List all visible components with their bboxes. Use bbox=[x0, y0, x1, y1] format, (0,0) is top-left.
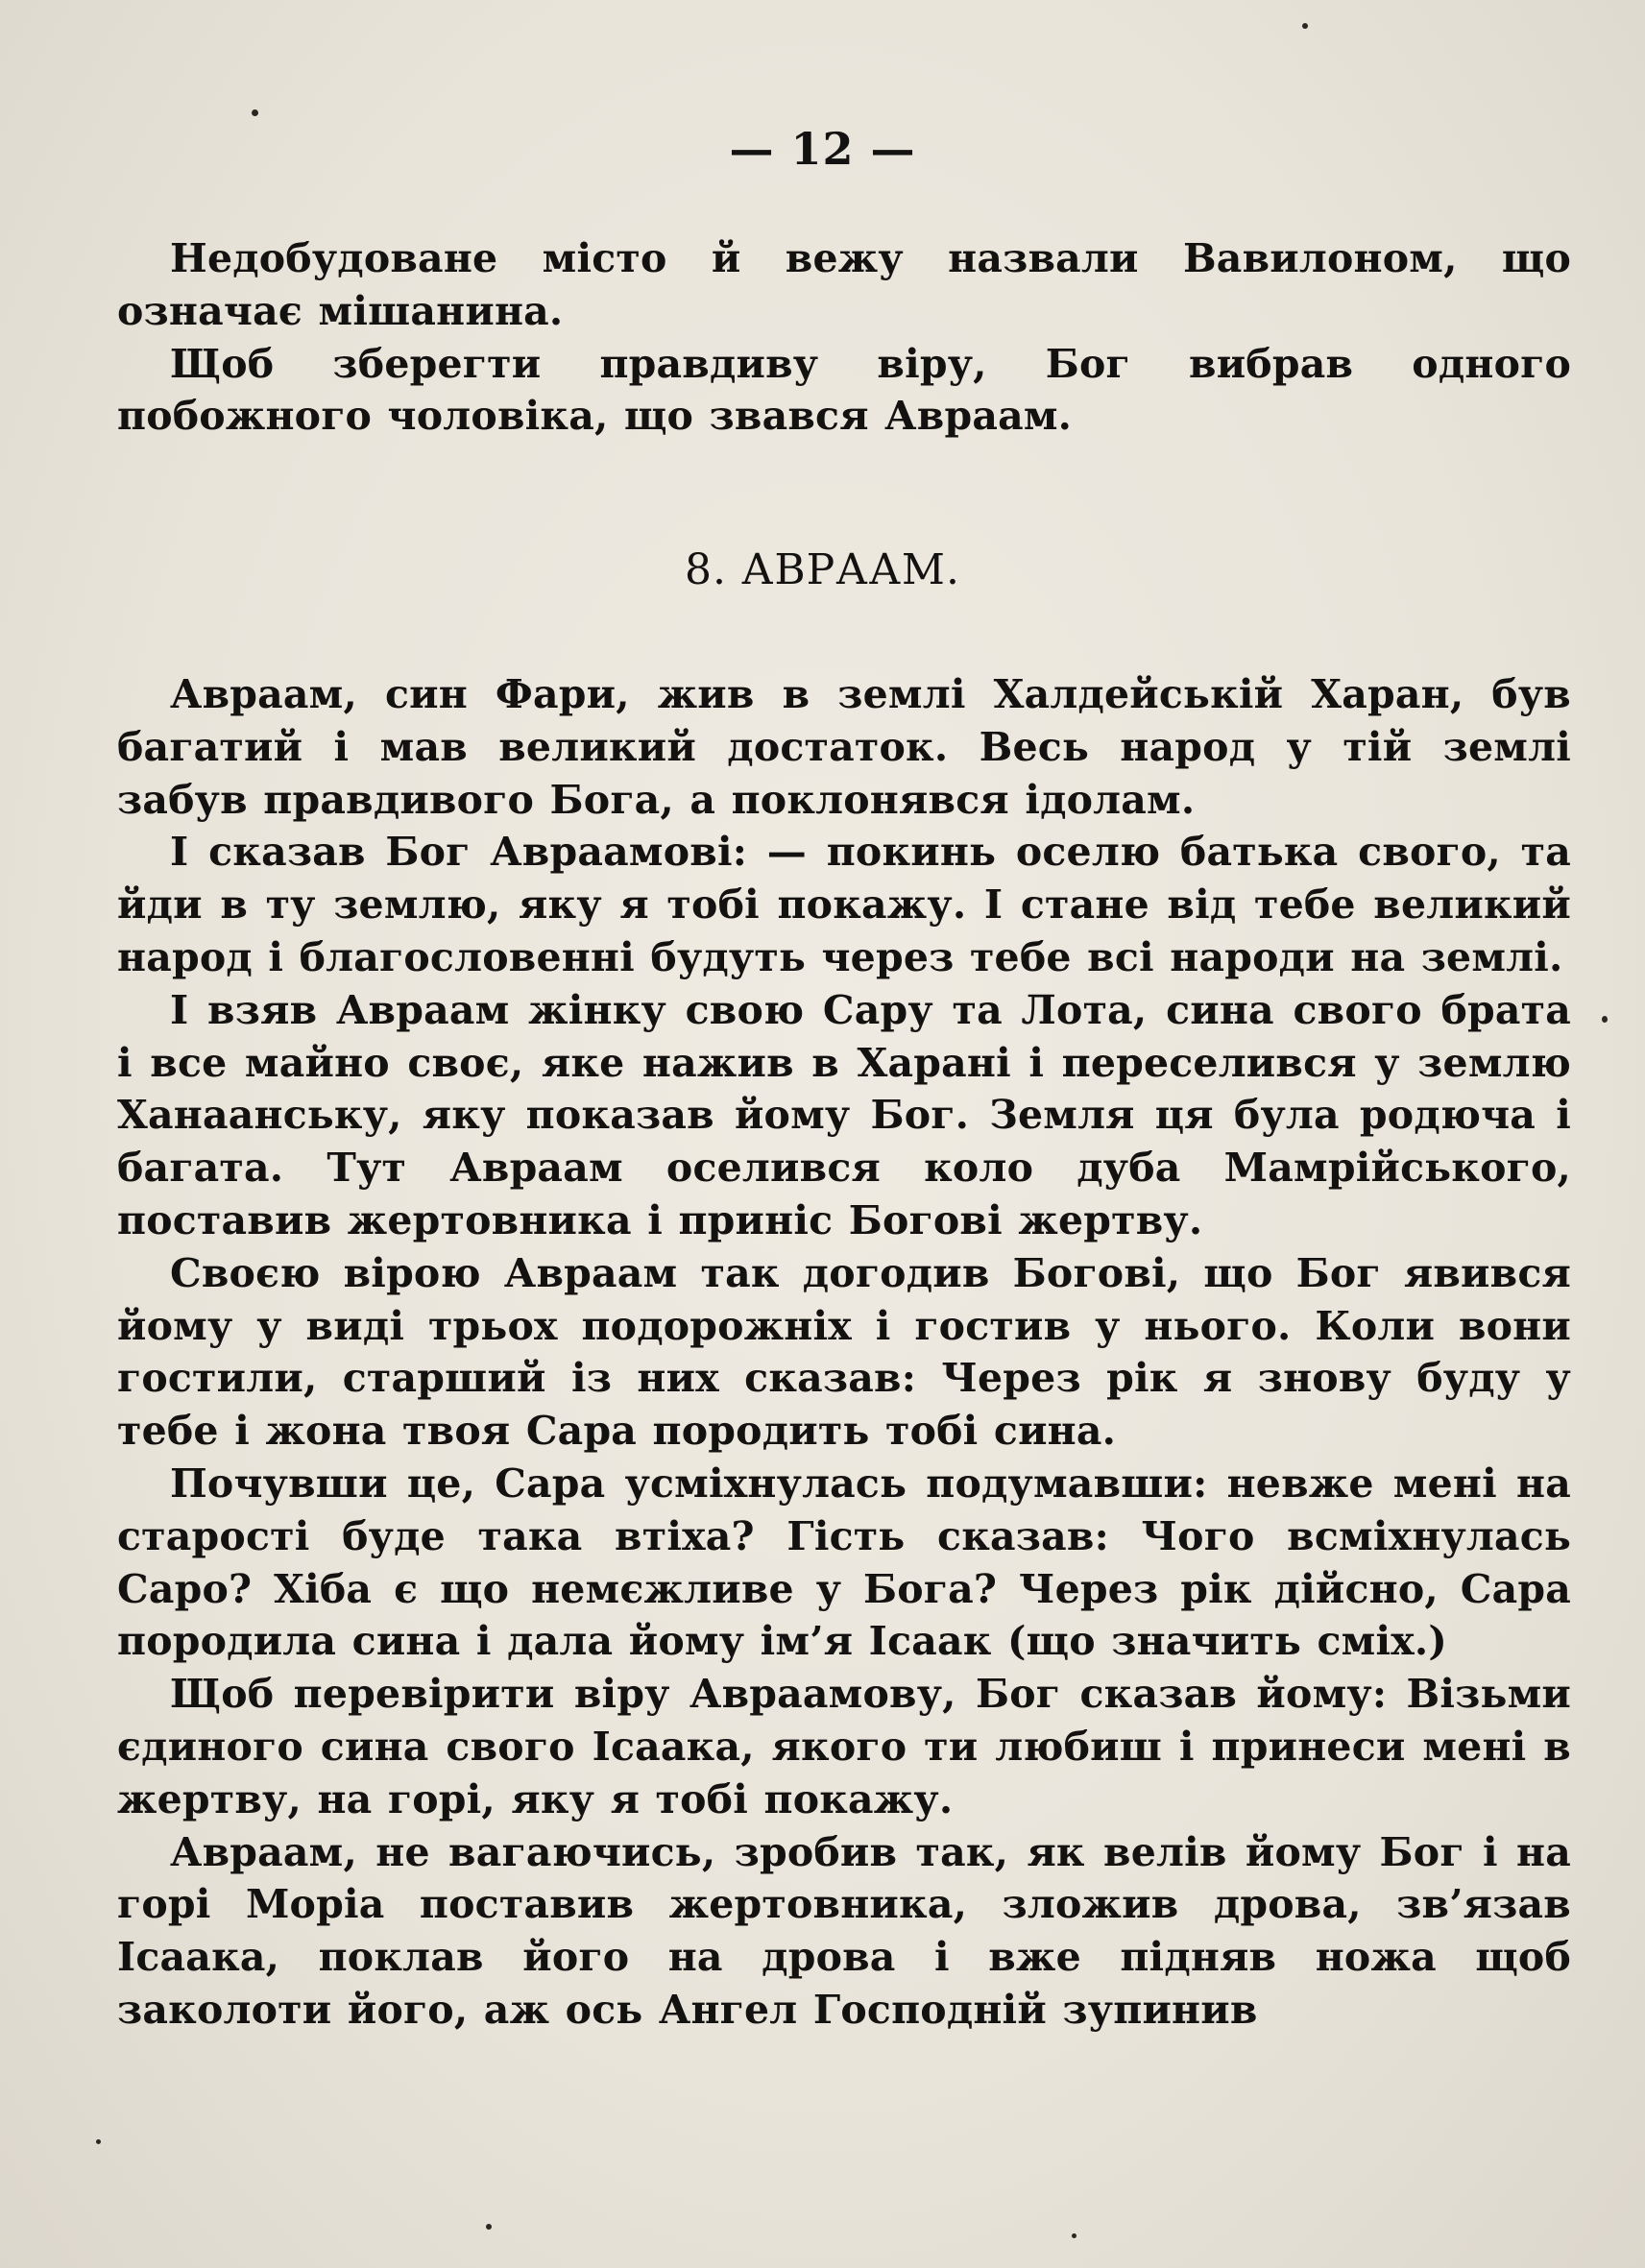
print-speck bbox=[96, 2139, 101, 2144]
page-number: — 12 — bbox=[729, 123, 916, 175]
paragraph: Недобудоване місто й вежу назвали Вавилоном, що означає мішанина. bbox=[117, 235, 1571, 334]
paragraph: Почувши це, Сара усміхнулась подумавши: невже мені на старості буде така втіха? Гість сказав: Чого всміхнулась Саро? Хіба є що немєжливе у Бога? Через рік дійсно, Сара породила сина і дала йому ім’я Ісаак (що значить сміх.) bbox=[117, 1460, 1571, 1665]
section-body bbox=[117, 668, 1571, 2037]
print-speck bbox=[1302, 23, 1308, 29]
paragraph: Щоб перевірити віру Авраамову, Бог сказав йому: Візьми єдиного сина свого Ісаака, якого ти любиш і принеси мені в жертву, на горі, яку я тобі покажу. bbox=[117, 1671, 1571, 1822]
print-speck bbox=[486, 2224, 492, 2230]
intro-text bbox=[117, 232, 1571, 443]
print-speck bbox=[1602, 1016, 1608, 1023]
print-speck bbox=[1072, 2233, 1077, 2238]
paragraph: І взяв Авраам жінку свою Сару та Лота, сина свого брата і все майно своє, яке нажив в Харані і переселився у землю Ханаанську, яку показав йому Бог. Земля ця була родюча і багата. Тут Авраам оселився коло дуба Мамрійського, поставив жертовника і приніс Богові жертву. bbox=[117, 986, 1571, 1243]
paragraph: Своєю вірою Авраам так догодив Богові, що Бог явився йому у виді трьох подорожніх і гостив у нього. Коли вони гостили, старший із них сказав: Через рік я знову буду у тебе і жона твоя Сара породить тобі сина. bbox=[117, 1249, 1571, 1455]
paragraph: Авраам, син Фари, жив в землі Халдейській Харан, був багатий і мав великий достаток. Весь народ у тій землі забув правдивого Бога, а поклонявся ідолам. bbox=[117, 671, 1571, 823]
section-heading: 8. АВРААМ. bbox=[685, 545, 960, 594]
print-speck bbox=[252, 109, 258, 116]
paragraph: Авраам, не вагаючись, зробив так, як велів йому Бог і на горі Моріа поставив жертовника, зложив дрова, зв’язав Ісаака, поклав його на дрова і вже підняв ножа щоб заколоти його, аж ось Ангел Господній зупинив bbox=[117, 1828, 1571, 2033]
paragraph: І сказав Бог Авраамові: — покинь оселю батька свого, та йди в ту землю, яку я тобі покажу. І стане від тебе великий народ і благословенні будуть через тебе всі народи на землі. bbox=[117, 829, 1571, 980]
paragraph: Щоб зберегти правдиву віру, Бог вибрав одного побожного чоловіка, що звався Авраам. bbox=[117, 340, 1571, 440]
